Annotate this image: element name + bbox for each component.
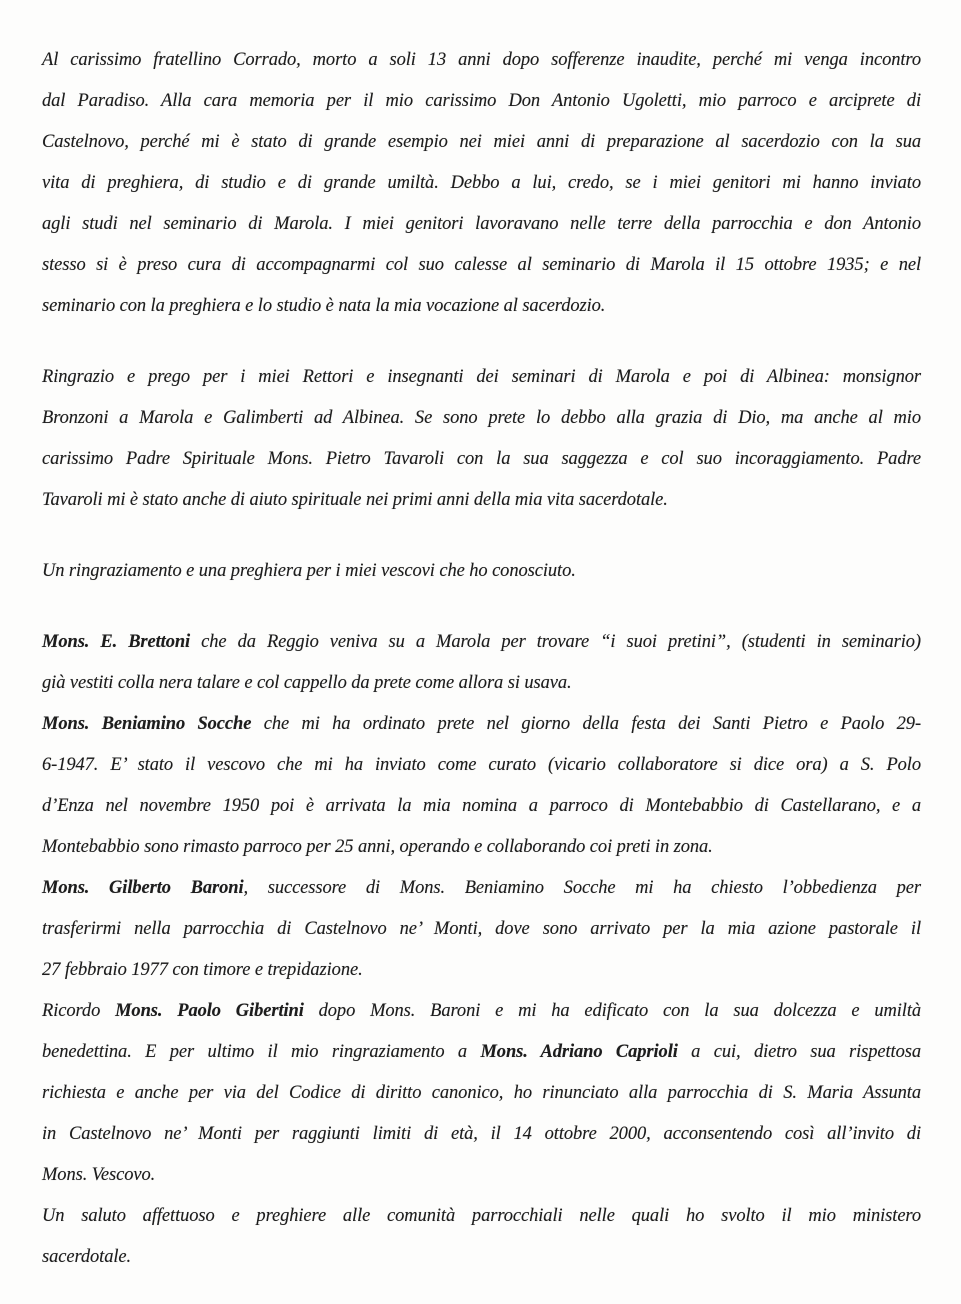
body-text: che mi ha ordinato prete nel giorno della festa dei Santi Pietro e Paolo 29- [251,714,922,734]
text-line [42,745,921,786]
text-line [42,398,921,439]
body-text: Mons. Vescovo. [42,1165,156,1185]
text-line [42,786,921,827]
body-text: che da Reggio veniva su a Marola per trovare “i suoi pretini”, (studenti in seminario) [190,632,921,652]
body-text: 27 febbraio 1977 con timore e trepidazione. [42,960,363,980]
text-line [42,1155,921,1196]
text-line [42,551,921,592]
text-line [42,1114,921,1155]
text-line [42,81,921,122]
text-line [42,950,921,991]
text-line [42,122,921,163]
body-text: Un ringraziamento e una preghiera per i miei vescovi che ho conosciuto. [42,561,576,581]
body-text: Un saluto affettuoso e preghiere alle comunità parrocchiali nelle quali ho svolto il mio ministero [42,1206,921,1226]
bold-name-text: Mons. E. Brettoni [42,632,191,652]
text-line [42,245,921,286]
text-line [42,357,921,398]
body-text: vita di preghiera, di studio e di grande umiltà. Debbo a lui, credo, se i miei genitori mi hanno inviato [42,173,921,193]
text-line [42,480,921,521]
body-text: dal Paradiso. Alla cara memoria per il mio carissimo Don Antonio Ugoletti, mio parroco e arciprete di [42,91,921,111]
text-line [42,439,921,480]
paragraph [42,40,921,327]
body-text: sacerdotale. [42,1247,132,1267]
paragraph [42,704,921,868]
body-text: seminario con la preghiera e lo studio è nata la mia vocazione al sacerdozio. [42,296,606,316]
body-text: , successore di Mons. Beniamino Socche mi ha chiesto l’obbedienza per [243,878,921,898]
bold-name-text: Mons. Paolo Gibertini [115,1001,304,1021]
text-line [42,1073,921,1114]
text-line [42,286,921,327]
body-text: a cui, dietro sua rispettosa [677,1042,921,1062]
body-text: 6-1947. E’ stato il vescovo che mi ha inviato come curato (vicario collaboratore si dice ora) a S. Polo [42,755,921,775]
text-line [42,622,921,663]
body-text: Montebabbio sono rimasto parroco per 25 anni, operando e collaborando coi preti in zona. [42,837,713,857]
bold-name-text: Mons. Adriano Caprioli [480,1042,678,1062]
body-text: Ringrazio e prego per i miei Rettori e insegnanti dei seminari di Marola e poi di Albinea: monsignor [42,367,921,387]
body-text: richiesta e anche per via del Codice di diritto canonico, ho rinunciato alla parrocchia di S. Maria Assunta [42,1083,921,1103]
body-text: dopo Mons. Baroni e mi ha edificato con la sua dolcezza e umiltà [303,1001,922,1021]
bold-name-text: Mons. Beniamino Socche [42,714,252,734]
text-line [42,704,921,745]
text-line [42,868,921,909]
body-text: benedettina. E per ultimo il mio ringraziamento a [42,1042,481,1062]
paragraph [42,1196,921,1278]
paragraph [42,868,921,991]
text-line [42,40,921,81]
text-line [42,204,921,245]
body-text: Tavaroli mi è stato anche di aiuto spirituale nei primi anni della mia vita sacerdotale. [42,490,668,510]
text-line [42,1196,921,1237]
text-line [42,163,921,204]
body-text: già vestiti colla nera talare e col cappello da prete come allora si usava. [42,673,572,693]
text-line [42,663,921,704]
body-text: Bronzoni a Marola e Galimberti ad Albinea. Se sono prete lo debbo alla grazia di Dio, ma anche al mio [42,408,921,428]
paragraph [42,551,921,592]
paragraph [42,622,921,704]
body-text: agli studi nel seminario di Marola. I miei genitori lavoravano nelle terre della parrocchia e don Antonio [42,214,921,234]
paragraph [42,991,921,1196]
body-text: Ricordo [42,1001,116,1021]
body-text: Al carissimo fratellino Corrado, morto a soli 13 anni dopo sofferenze inaudite, perché mi venga incontro [42,50,921,70]
text-line [42,909,921,950]
bold-name-text: Mons. Gilberto Baroni [42,878,244,898]
body-text: Castelnovo, perché mi è stato di grande esempio nei miei anni di preparazione al sacerdozio con la sua [42,132,921,152]
body-text: trasferirmi nella parrocchia di Castelnovo ne’ Monti, dove sono arrivato per la mia azione pastorale il [42,919,921,939]
text-line [42,827,921,868]
text-line [42,1032,921,1073]
body-text: stesso si è preso cura di accompagnarmi col suo calesse al seminario di Marola il 15 ottobre 1935; e nel [42,255,921,275]
body-text: in Castelnovo ne’ Monti per raggiunti limiti di età, il 14 ottobre 2000, acconsentendo così all’invito di [42,1124,921,1144]
text-line [42,991,921,1032]
body-text: d’Enza nel novembre 1950 poi è arrivata la mia nomina a parroco di Montebabbio di Castellarano, e a [42,796,921,816]
text-line [42,1237,921,1278]
body-text: carissimo Padre Spirituale Mons. Pietro Tavaroli con la sua saggezza e col suo incoraggiamento. Padre [42,449,921,469]
paragraph [42,357,921,521]
